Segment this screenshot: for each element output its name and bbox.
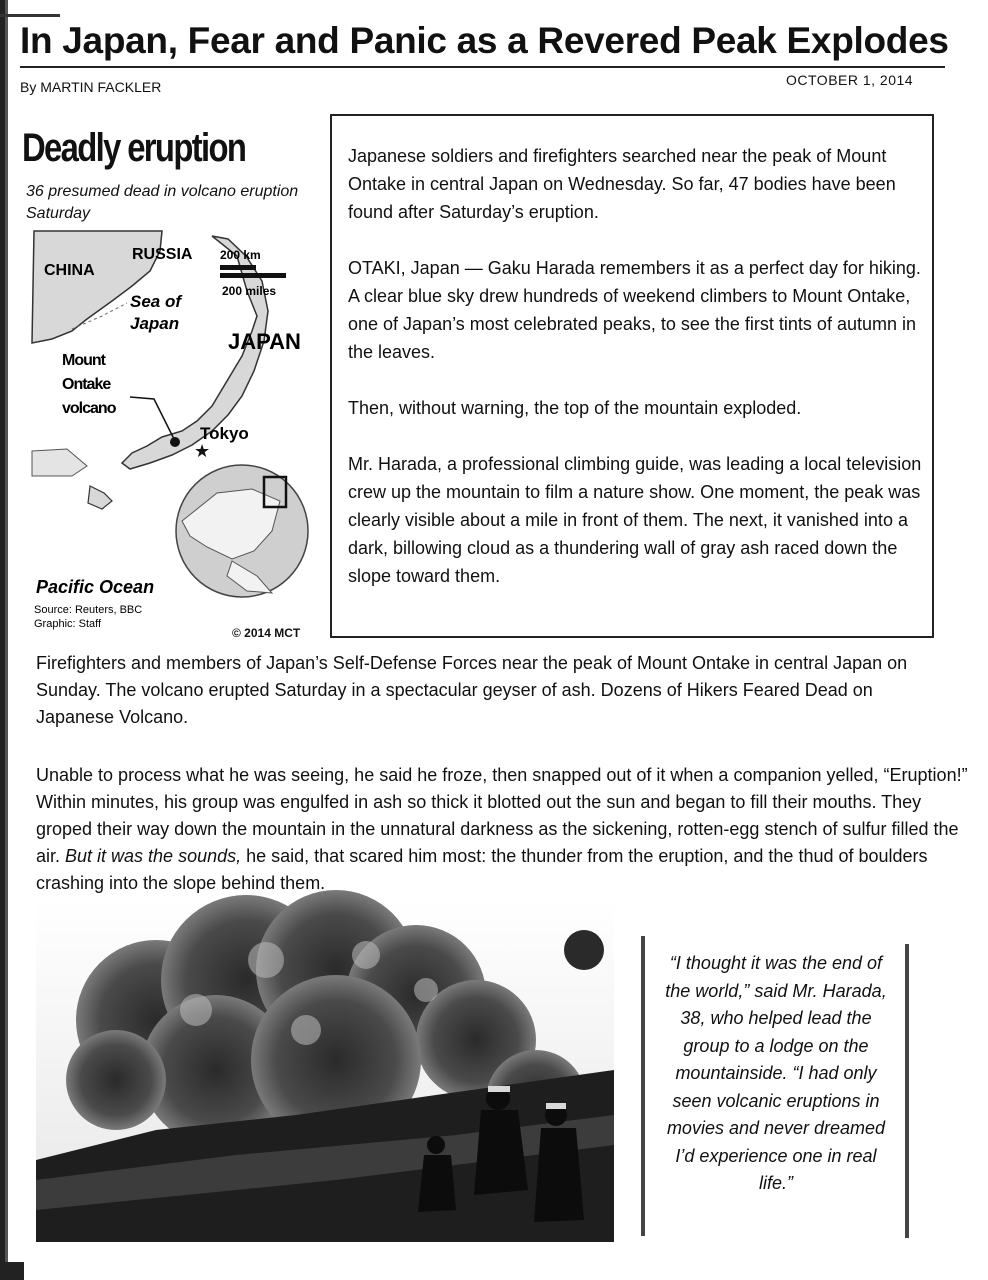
box-paragraph: Mr. Harada, a professional climbing guide, was leading a local television crew up the mountain to film a nature show. One moment, the peak was clearly visible about a mile in front of them. The next, it vanished into a dark, billowing cloud as a thundering wall of gray ash raced down the slope toward them. <box>348 454 922 586</box>
tokyo-star: ★ <box>194 441 211 462</box>
scale-miles-label: 200 miles <box>222 284 277 298</box>
label-volcano-1: Mount <box>62 352 105 369</box>
label-sea-of-japan-1: Sea of <box>130 292 182 311</box>
label-china: CHINA <box>44 262 95 279</box>
scan-page-edge <box>0 0 12 1280</box>
photo-caption-text: Firefighters and members of Japan’s Self-Defense Forces near the peak of Mount Ontake in central Japan on Sunday. The volcano erupted Saturday in a spectacular geyser of ash. Dozens of Hikers Feared Dead on Japanese Volcano. <box>36 653 908 727</box>
label-sea-of-japan-2: Japan <box>130 314 180 333</box>
graphic-subtitle: 36 presumed dead in volcano eruption Saturday <box>26 183 299 222</box>
label-russia: RUSSIA <box>132 246 193 263</box>
label-japan: JAPAN <box>228 329 301 354</box>
label-volcano-3: volcano <box>62 400 116 417</box>
scan-mark <box>0 14 60 17</box>
box-paragraph: Then, without warning, the top of the mountain exploded. <box>348 398 802 418</box>
scale-bar-km <box>220 265 256 270</box>
box-paragraph: OTAKI, Japan — Gaku Harada remembers it as a perfect day for hiking. A clear blue sky drew hundreds of weekend climbers to Mount Ontake, one of Japan’s most celebrated peaks, to see the first tints of autumn in the leaves. <box>348 258 921 362</box>
pull-quote-border-right <box>905 944 909 1238</box>
body-text-part1: Unable to process what he was seeing, he said he froze, then snapped out of it when a companion yelled, “Eruption!” Within minutes, his group was engulfed in ash so thick it blotted out the sun and began to fill their mouths. They groped their way down the mountain in the unnatural darkness as the sickening, rotten-egg stench of sulfur filled the air. <box>36 765 968 866</box>
graphic-credit-line: Graphic: Staff <box>34 618 102 630</box>
pull-quote-border-left <box>641 936 645 1236</box>
headline-underline <box>20 66 945 68</box>
label-volcano-2: Ontake <box>62 376 111 393</box>
graphic-source: Source: Reuters, BBC <box>34 604 143 616</box>
box-paragraph: Japanese soldiers and firefighters searched near the peak of Mount Ontake in central Japan on Wednesday. So far, 47 bodies have been found after Saturday’s eruption. <box>348 146 896 222</box>
body-paragraph <box>36 762 971 897</box>
volcano-marker <box>170 437 180 447</box>
byline: By MARTIN FACKLER <box>20 79 162 95</box>
headline: In Japan, Fear and Panic as a Revered Peak Explodes <box>20 20 949 61</box>
graphic-title: Deadly eruption <box>22 126 246 170</box>
label-tokyo: Tokyo <box>200 424 249 443</box>
pull-quote: “I thought it was the end of the world,” said Mr. Harada, 38, who helped lead the group to a lodge on the mountainside. “I had only seen volcanic eruptions in movies and never dreamed I’d experience one in real life.” <box>665 953 887 1193</box>
japan-locator-map <box>32 231 322 630</box>
story-box <box>330 114 934 638</box>
eruption-graphic <box>22 126 322 646</box>
scale-bar-miles <box>220 273 286 278</box>
story-box-text <box>348 142 922 618</box>
publication-date: OCTOBER 1, 2014 <box>786 72 914 88</box>
scan-mark <box>0 1262 24 1280</box>
eruption-photo-image <box>36 900 614 1242</box>
label-pacific-ocean: Pacific Ocean <box>36 577 155 597</box>
scale-km-label: 200 km <box>220 248 261 262</box>
eruption-photo <box>36 900 614 1242</box>
graphic-copyright: © 2014 MCT <box>232 626 301 640</box>
body-text-italic: But it was the sounds, <box>65 846 242 866</box>
body-text-part2: he said, that scared him most: the thunder from the eruption, and the thud of boulders crashing into the slope behind them. <box>36 846 928 893</box>
